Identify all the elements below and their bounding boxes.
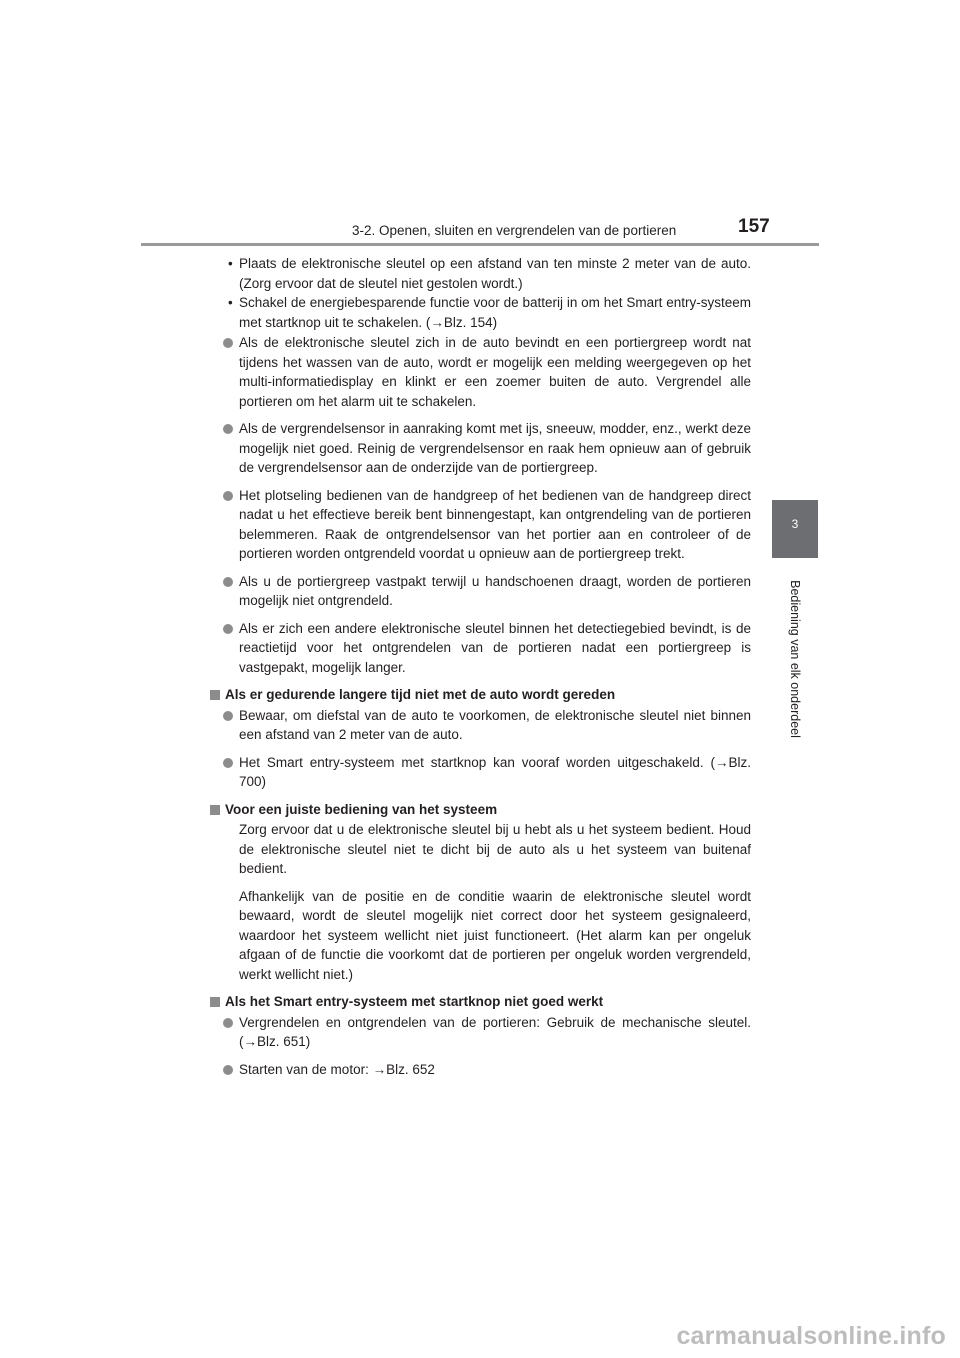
list-item-text: Als de vergrendelsensor in aanraking komt met ijs, sneeuw, modder, enz., werkt deze mogelijk niet goed. Reinig de vergrendelsensor en raak hem opnieuw aan of gebruik de vergrendelsensor aan de onderzijde van de portiergreep. <box>239 421 751 475</box>
square-bullet-icon <box>210 805 220 815</box>
list-item <box>208 333 751 411</box>
chapter-tab[interactable] <box>772 500 818 558</box>
page-number: 157 <box>738 216 770 237</box>
circle-bullet-icon <box>223 624 233 634</box>
list-item <box>208 419 751 478</box>
sub-list-item <box>208 254 751 293</box>
sub-bullet-dot: • <box>228 295 233 310</box>
list-item-text: Starten van de motor: →Blz. 652 <box>239 1061 435 1077</box>
list-item-text: Als u de portiergreep vastpakt terwijl u handschoenen draagt, worden de portieren mogelijk niet ontgrendeld. <box>239 573 751 608</box>
section-heading-text: Als het Smart entry-systeem met startknop niet goed werkt <box>225 994 604 1009</box>
circle-bullet-icon <box>223 1018 233 1028</box>
list-item-text: Het plotseling bedienen van de handgreep of het bedienen van de handgreep direct nadat u het effectieve bereik bent binnengestapt, kan ontgrendeling van de portieren belemmeren. Raak de ontgrendelsensor van het portier aan en controleer of de portieren worden ontgrendeld voordat u opnieuw aan de portiergreep trekt. <box>239 487 751 561</box>
section-heading <box>208 992 751 1012</box>
header-divider <box>141 243 819 246</box>
sub-list-item <box>208 293 751 332</box>
chapter-number: 3 <box>791 517 799 531</box>
list-item <box>208 753 751 792</box>
square-bullet-icon <box>210 690 220 700</box>
body-paragraph: Afhankelijk van de positie en de conditie waarin de elektronische sleutel wordt bewaard, wordt de sleutel mogelijk niet correct door het systeem gesignaleerd, waardoor het systeem wellicht niet juist functioneert. (Het alarm kan per ongeluk afgaan of de functie die voorkomt dat de portieren per ongeluk worden vergrendeld, werkt wellicht niet.) <box>239 888 751 982</box>
list-item-text: Als er zich een andere elektronische sleutel binnen het detectiegebied bevindt, is de reactietijd voor het ontgrendelen van de portieren nadat een portiergreep is vastgepakt, mogelijk langer. <box>239 620 751 675</box>
sub-list-text: Schakel de energiebesparende functie voor de batterij in om het Smart entry-systeem met startknop uit te schakelen. (→Blz. 154) <box>239 295 751 330</box>
list-item-text: Bewaar, om diefstal van de auto te voorkomen, de elektronische sleutel niet binnen een afstand van 2 meter van de auto. <box>239 707 751 742</box>
list-item-text: Als de elektronische sleutel zich in de auto bevindt en een portiergreep wordt nat tijdens het wassen van de auto, wordt er mogelijk een melding weergegeven op het multi-informatiedisplay en klinkt er een zoemer buiten de auto. Vergrendel alle portieren om het alarm uit te schakelen. <box>239 335 751 409</box>
circle-bullet-icon <box>223 424 233 434</box>
circle-bullet-icon <box>223 758 233 768</box>
section-title: 3-2. Openen, sluiten en vergrendelen van de portieren <box>352 223 677 238</box>
list-item <box>208 572 751 611</box>
list-item <box>208 1060 751 1080</box>
sub-bullet-dot: • <box>228 256 233 271</box>
circle-bullet-icon <box>223 338 233 348</box>
page-body <box>208 254 751 1079</box>
circle-bullet-icon <box>223 711 233 721</box>
list-item <box>208 619 751 678</box>
chapter-label: Bediening van elk onderdeel <box>788 580 802 738</box>
list-item <box>208 486 751 564</box>
circle-bullet-icon <box>223 577 233 587</box>
watermark-link[interactable]: carmanualsonline.info <box>676 1322 946 1350</box>
section-heading-text: Als er gedurende langere tijd niet met de auto wordt gereden <box>225 687 616 702</box>
list-item <box>208 706 751 745</box>
list-item-text: Het Smart entry-systeem met startknop kan vooraf worden uitgeschakeld. (→Blz. 700) <box>239 754 751 789</box>
section-heading <box>208 685 751 705</box>
list-item-text: Vergrendelen en ontgrendelen van de portieren: Gebruik de mechanische sleutel. (→Blz. 651) <box>239 1014 751 1049</box>
sub-list-text: Plaats de elektronische sleutel op een afstand van ten minste 2 meter van de auto. (Zorg ervoor dat de sleutel niet gestolen wordt.) <box>239 256 751 291</box>
list-item <box>208 1013 751 1052</box>
section-heading <box>208 800 751 820</box>
section-heading-text: Voor een juiste bediening van het systeem <box>225 801 498 817</box>
circle-bullet-icon <box>223 1065 233 1075</box>
body-paragraph: Zorg ervoor dat u de elektronische sleutel bij u hebt als u het systeem bedient. Houd de elektronische sleutel niet te dicht bij de auto als u het systeem van buitenaf bedient. <box>239 822 751 876</box>
circle-bullet-icon <box>223 491 233 501</box>
square-bullet-icon <box>210 997 220 1007</box>
